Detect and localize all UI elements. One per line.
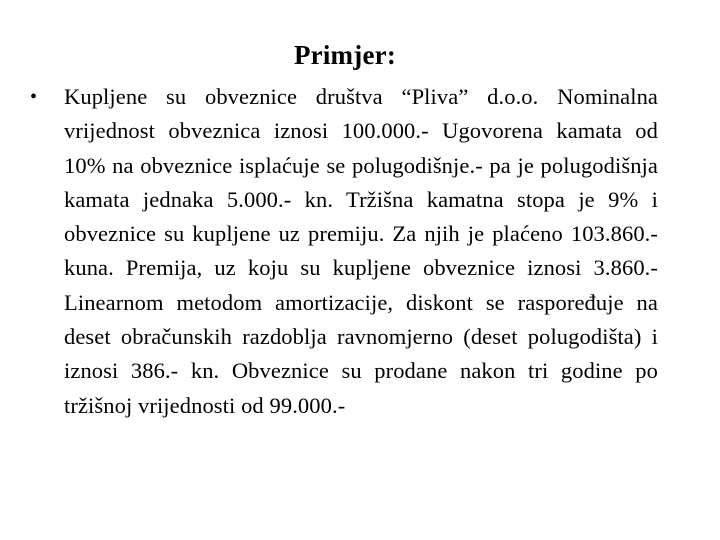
slide-title: Primjer:	[293, 40, 397, 70]
bullet-text: Kupljene su obveznice društva “Pliva” d.o.o. Nominalna vrijednost obveznica iznosi 100.000.- Ugovorena kamata od 10% na obveznice isplaćuje se polugodišnje.- pa je polugodišnja kamata jednaka 5.000.- kn. Tržišna kamatna stopa je 9% i obveznice su kupljene uz premiju. Za njih je plaćeno 103.860.- kuna. Premija, uz koju su kupljene obveznice iznosi 3.860.- Linearnom metodom amortizacije, diskont se raspoređuje na deset obračunskih razdoblja ravnomjerno (deset polugodišta) i iznosi 386.- kn. Obveznice su prodane nakon tri godine po tržišnoj vrijednosti od 99.000.-	[64, 84, 658, 418]
bullet-icon: •	[30, 86, 38, 108]
list-item	[30, 80, 658, 423]
bullet-list	[30, 80, 658, 423]
